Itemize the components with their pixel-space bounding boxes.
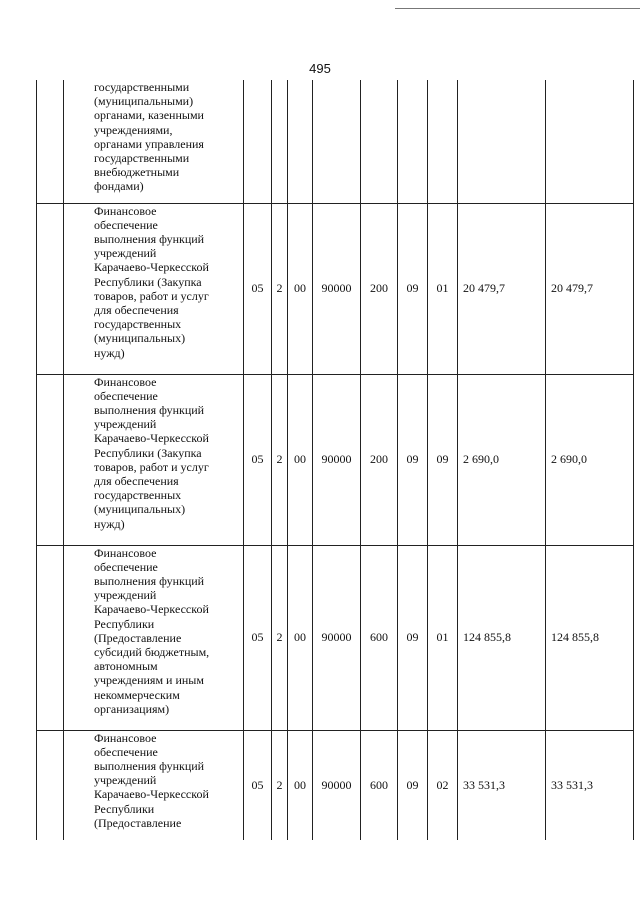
amount-cell: 124 855,8: [458, 545, 546, 730]
program-code: 2: [272, 374, 288, 545]
section-code: 05: [244, 730, 272, 840]
amount-cell: 33 531,3: [546, 730, 634, 840]
section-number: 09: [398, 545, 428, 730]
expense-type-code: 600: [361, 545, 398, 730]
expense-type-code: [361, 80, 398, 203]
target-article-code: 90000: [313, 545, 361, 730]
description-cell: государственными (муниципальными) органами, казенными учреждениями, органами управления государственными внебюджетными фондами): [64, 80, 244, 203]
subprogram-code: 00: [288, 730, 313, 840]
amount-cell: 33 531,3: [458, 730, 546, 840]
expense-type-code: 600: [361, 730, 398, 840]
table-row: [37, 203, 634, 374]
amount-cell: 20 479,7: [458, 203, 546, 374]
amount-cell: [546, 80, 634, 203]
description-cell: Финансовое обеспечение выполнения функций учреждений Карачаево-Черкесской Республики (Предоставление субсидий бюджетным, автономным учреждениям и иным некоммерческим организациям): [64, 545, 244, 730]
description-cell: Финансовое обеспечение выполнения функций учреждений Карачаево-Черкесской Республики (Закупка товаров, работ и услуг для обеспечения государственных (муниципальных) нужд): [64, 374, 244, 545]
subprogram-code: 00: [288, 374, 313, 545]
subprogram-code: [288, 80, 313, 203]
subsection-number: [428, 80, 458, 203]
program-code: [272, 80, 288, 203]
subprogram-code: 00: [288, 545, 313, 730]
description-cell: Финансовое обеспечение выполнения функций учреждений Карачаево-Черкесской Республики (Предоставление: [64, 730, 244, 840]
subsection-number: 01: [428, 545, 458, 730]
table-row: [37, 80, 634, 203]
table-row: [37, 545, 634, 730]
section-code: [244, 80, 272, 203]
expense-type-code: 200: [361, 374, 398, 545]
section-number: [398, 80, 428, 203]
row-number-cell: [37, 545, 64, 730]
table-row: [37, 374, 634, 545]
section-number: 09: [398, 203, 428, 374]
amount-cell: 124 855,8: [546, 545, 634, 730]
subprogram-code: 00: [288, 203, 313, 374]
scan-edge-line: [395, 8, 640, 9]
row-number-cell: [37, 730, 64, 840]
program-code: 2: [272, 730, 288, 840]
subsection-number: 01: [428, 203, 458, 374]
target-article-code: 90000: [313, 374, 361, 545]
program-code: 2: [272, 203, 288, 374]
section-code: 05: [244, 203, 272, 374]
amount-cell: [458, 80, 546, 203]
program-code: 2: [272, 545, 288, 730]
section-number: 09: [398, 374, 428, 545]
subsection-number: 09: [428, 374, 458, 545]
amount-cell: 20 479,7: [546, 203, 634, 374]
section-number: 09: [398, 730, 428, 840]
section-code: 05: [244, 374, 272, 545]
target-article-code: [313, 80, 361, 203]
amount-cell: 2 690,0: [546, 374, 634, 545]
description-cell: Финансовое обеспечение выполнения функций учреждений Карачаево-Черкесской Республики (Закупка товаров, работ и услуг для обеспечения государственных (муниципальных) нужд): [64, 203, 244, 374]
page-number: 495: [309, 61, 331, 76]
table-row: [37, 730, 634, 840]
expense-type-code: 200: [361, 203, 398, 374]
target-article-code: 90000: [313, 730, 361, 840]
target-article-code: 90000: [313, 203, 361, 374]
budget-table: [36, 80, 634, 840]
amount-cell: 2 690,0: [458, 374, 546, 545]
row-number-cell: [37, 80, 64, 203]
row-number-cell: [37, 374, 64, 545]
subsection-number: 02: [428, 730, 458, 840]
row-number-cell: [37, 203, 64, 374]
section-code: 05: [244, 545, 272, 730]
